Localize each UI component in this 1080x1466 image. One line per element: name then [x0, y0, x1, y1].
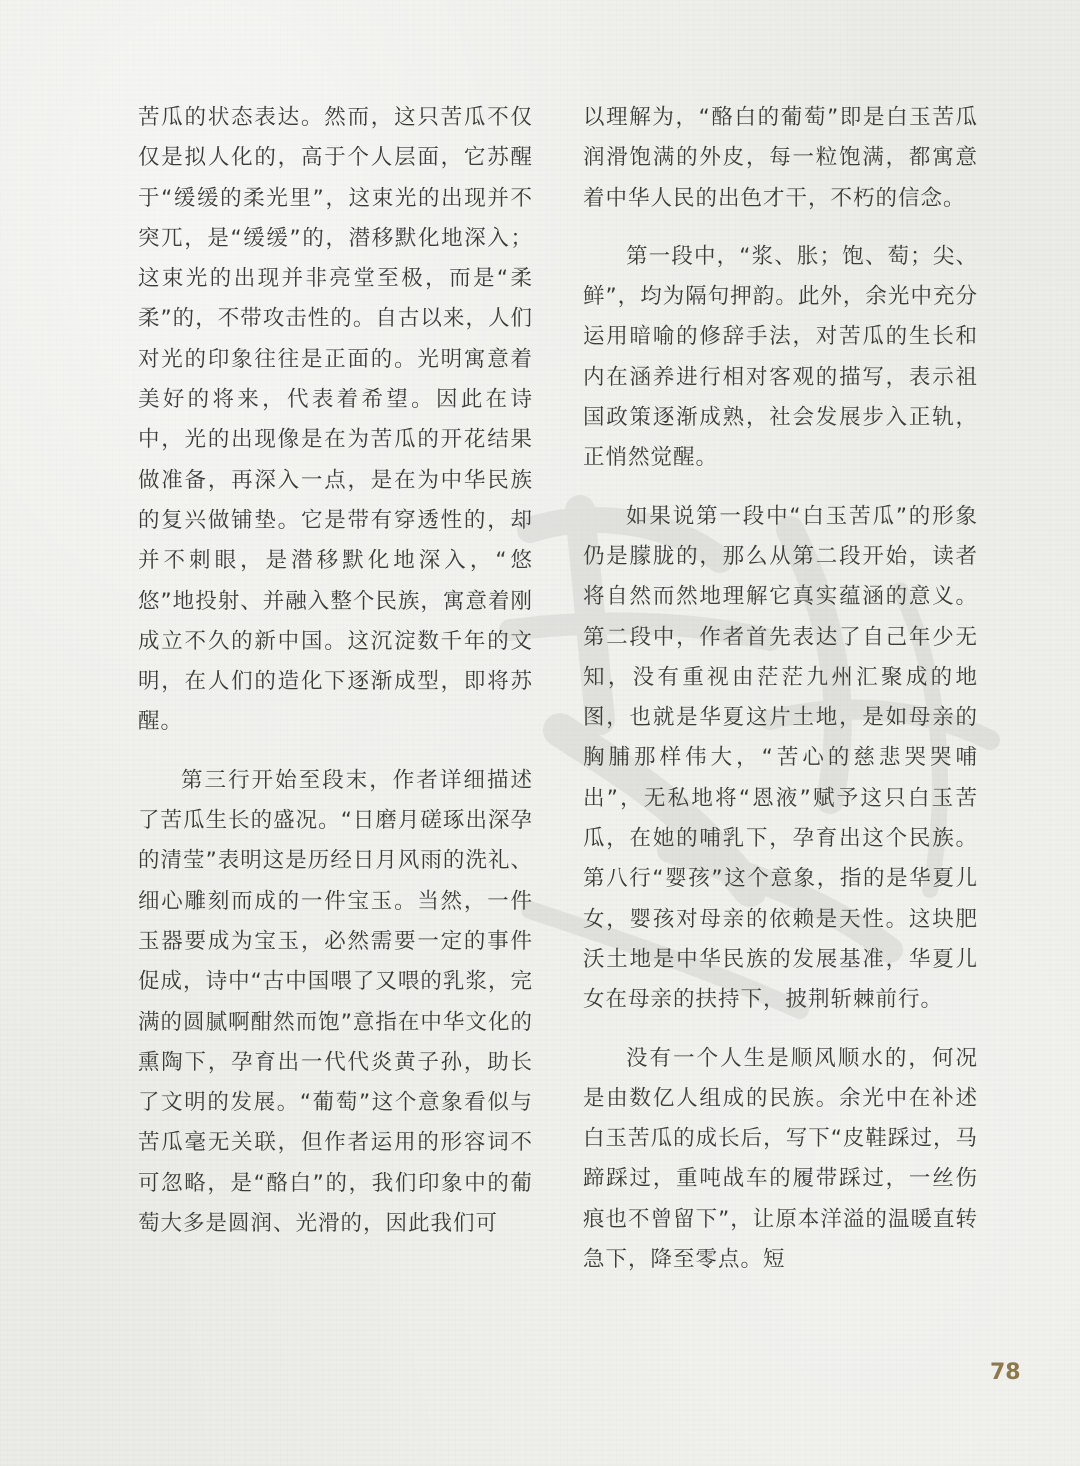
body-paragraph: 第三行开始至段末，作者详细描述了苦瓜生长的盛况。“日磨月磋琢出深孕的清莹”表明这是历经日月风雨的洗礼、细心雕刻而成的一件宝玉。当然，一件玉器要成为宝玉，必然需要一定的事件促成，诗中“古中国喂了又喂的乳浆，完满的圆腻啊酣然而饱”意指在中华文化的熏陶下，孕育出一代代炎黄子孙，助长了文明的发展。“葡萄”这个意象看似与苦瓜毫无关联，但作者运用的形容词不可忽略，是“酪白”的，我们印象中的葡萄大多是圆润、光滑的，因此我们可 [138, 767, 533, 1237]
body-paragraph: 如果说第一段中“白玉苦瓜”的形象仍是朦胧的，那么从第二段开始，读者将自然而然地理解它真实蕴涵的意义。第二段中，作者首先表达了自己年少无知，没有重视由茫茫九州汇聚成的地图，也就是华夏这片土地，是如母亲的胸脯那样伟大，“苦心的慈悲哭哭哺出”，无私地将“恩液”赋予这只白玉苦瓜，在她的哺乳下，孕育出这个民族。第八行“婴孩”这个意象，指的是华夏儿女，婴孩对母亲的依赖是天性。这块肥沃土地是中华民族的发展基准，华夏儿女在母亲的扶持下，披荆斩棘前行。 [583, 503, 978, 1013]
left-text-column [138, 98, 533, 1244]
body-paragraph: 以理解为，“酪白的葡萄”即是白玉苦瓜润滑饱满的外皮，每一粒饱满，都寓意着中华人民的出色才干，不朽的信念。 [583, 105, 978, 211]
body-paragraph: 第一段中，“浆、胀；饱、萄；尖、鲜”，均为隔句押韵。此外，余光中充分运用暗喻的修辞手法，对苦瓜的生长和内在涵养进行相对客观的描写，表示祖国政策逐渐成熟，社会发展步入正轨，正悄然觉醒。 [583, 243, 978, 471]
page-number: 78 [990, 1360, 1021, 1385]
body-paragraph: 没有一个人生是顺风顺水的，何况是由数亿人组成的民族。余光中在补述白玉苦瓜的成长后，写下“皮鞋踩过，马蹄踩过，重吨战车的履带踩过，一丝伤痕也不曾留下”，让原本洋溢的温暖直转急下，降至零点。短 [583, 1045, 978, 1273]
body-paragraph: 苦瓜的状态表达。然而，这只苦瓜不仅仅是拟人化的，高于个人层面，它苏醒于“缓缓的柔光里”，这束光的出现并不突兀，是“缓缓”的，潜移默化地深入；这束光的出现并非亮堂至极，而是“柔柔”的，不带攻击性的。自古以来，人们对光的印象往往是正面的。光明寓意着美好的将来，代表着希望。因此在诗中，光的出现像是在为苦瓜的开花结果做准备，再深入一点，是在为中华民族的复兴做铺垫。它是带有穿透性的，却并不刺眼，是潜移默化地深入，“悠悠”地投射、并融入整个民族，寓意着刚成立不久的新中国。这沉淀数千年的文明，在人们的造化下逐渐成型，即将苏醒。 [138, 105, 533, 735]
right-text-column [583, 98, 978, 1280]
